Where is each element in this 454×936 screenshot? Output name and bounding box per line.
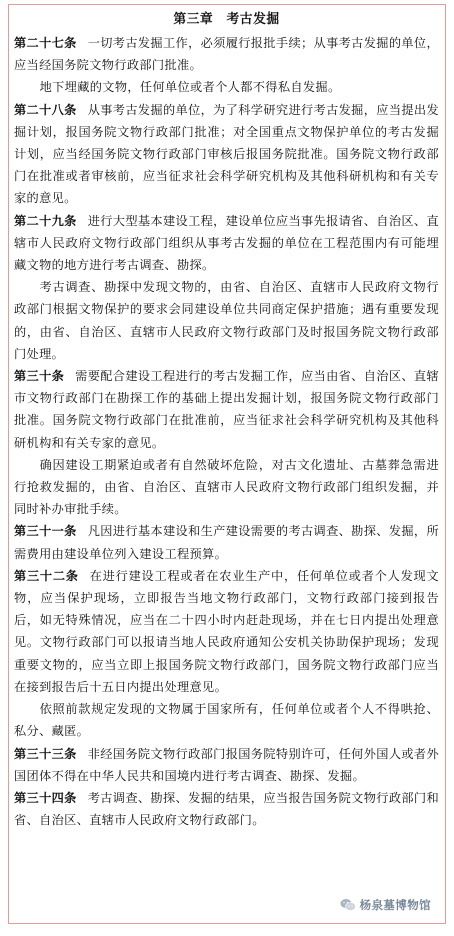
article-paragraph: [14, 743, 439, 787]
article-number: 第三十三条: [14, 746, 77, 761]
article-paragraph: [14, 210, 439, 277]
article-text: 一切考古发掘工作，必须履行报批手续；从事考古发掘的单位，应当经国务院文物行政部门批准。: [14, 36, 439, 73]
article-number: 第三十条: [14, 369, 65, 384]
article-paragraph: [14, 520, 439, 564]
article-paragraph: [14, 365, 439, 454]
article-text: 确因建设工期紧迫或者有自然破坏危险，对古文化遗址、古墓葬急需进行抢救发掘的，由省、自治区、直辖市人民政府文物行政部门组织发掘，并同时补办审批手续。: [14, 457, 439, 517]
article-number: 第二十七条: [14, 36, 77, 50]
article-text: 进行大型基本建设工程，建设单位应当事先报请省、自治区、直辖市人民政府文物行政部门组织从事考古发掘的单位在工程范围内有可能埋藏文物的地方进行考古调查、勘探。: [14, 213, 439, 273]
watermark-text: 杨泉墓博物馆: [359, 898, 431, 912]
article-text: 依照前款规定发现的文物属于国家所有，任何单位或者个人不得哄抢、私分、藏匿。: [14, 702, 439, 739]
document-body: [14, 32, 439, 831]
article-paragraph: [14, 787, 439, 831]
chapter-title: 第三章 考古发掘: [173, 12, 280, 27]
article-paragraph: [14, 698, 439, 742]
article-text: 非经国务院文物行政部门报国务院特别许可，任何外国人或者外国团体不得在中华人民共和国境内进行考古调查、勘探、发掘。: [14, 746, 439, 783]
document-page: [8, 4, 446, 924]
article-text: 需要配合建设工程进行的考古发掘工作，应当由省、自治区、直辖市文物行政部门在勘探工作的基础上提出发掘计划，报国务院文物行政部门批准。国务院文物行政部门在批准前，应当征求社会科学研究机构及其他科研机构和有关专家的意见。: [14, 369, 439, 450]
article-text: 从事考古发掘的单位，为了科学研究进行考古发掘，应当提出发掘计划，报国务院文物行政部门批准；对全国重点文物保护单位的考古发掘计划，应当经国务院文物行政部门审核后报国务院批准。国务院文物行政部门在批准或者审核前，应当征求社会科学研究机构及其他科研机构和有关专家的意见。: [14, 102, 439, 206]
article-paragraph: [14, 454, 439, 521]
article-paragraph: [14, 565, 439, 698]
article-paragraph: [14, 99, 439, 210]
article-paragraph: [14, 76, 439, 98]
article-text: 考古调查、勘探中发现文物的，由省、自治区、直辖市人民政府文物行政部门根据文物保护的要求会同建设单位共同商定保护措施；遇有重要发现的，由省、自治区、直辖市人民政府文物行政部门及时报国务院文物行政部门处理。: [14, 280, 439, 361]
wechat-icon: [340, 898, 356, 912]
article-text: 在进行建设工程或者在农业生产中，任何单位或者个人发现文物，应当保护现场，立即报告当地文物行政部门，文物行政部门接到报告后，如无特殊情况，应当在二十四小时内赶赴现场，并在七日内提出处理意见。文物行政部门可以报请当地人民政府通知公安机关协助保护现场；发现重要文物的，应当立即上报国务院文物行政部门，国务院文物行政部门应当在接到报告后十五日内提出处理意见。: [14, 568, 440, 694]
article-paragraph: [14, 276, 439, 365]
article-paragraph: [14, 32, 439, 76]
article-text: 凡因进行基本建设和生产建设需要的考古调查、勘探、发掘，所需费用由建设单位列入建设工程预算。: [14, 524, 439, 561]
article-text: 考古调查、勘探、发掘的结果，应当报告国务院文物行政部门和省、自治区、直辖市人民政府文物行政部门。: [14, 790, 439, 828]
article-number: 第三十二条: [14, 568, 79, 583]
article-number: 第二十九条: [14, 213, 77, 228]
article-text: 地下埋藏的文物，任何单位或者个人都不得私自发掘。: [39, 80, 341, 95]
article-number: 第二十八条: [14, 102, 77, 117]
article-number: 第三十四条: [14, 790, 77, 805]
watermark: [340, 897, 431, 913]
article-number: 第三十一条: [14, 524, 77, 539]
